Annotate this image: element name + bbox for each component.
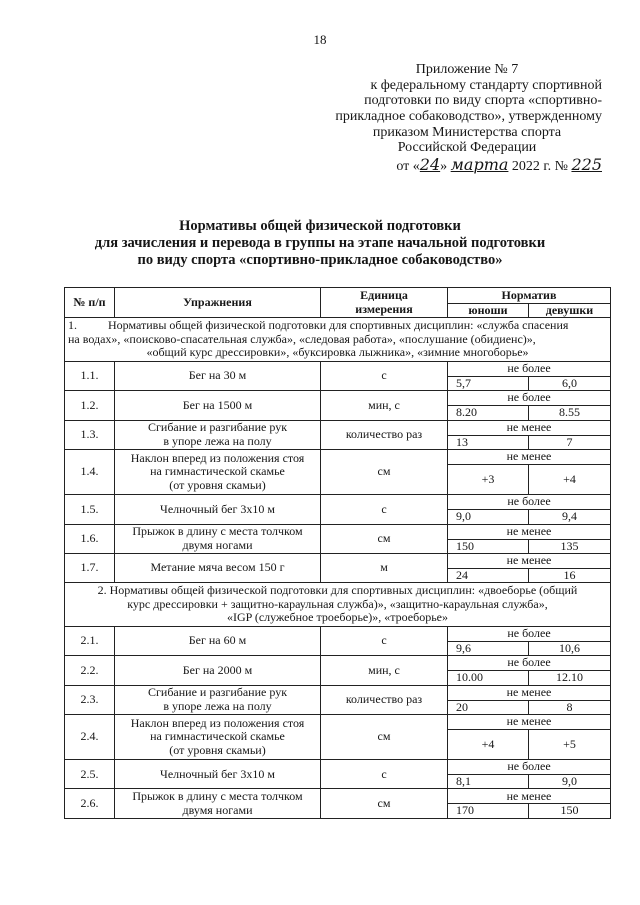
row-number: 1.6. [65, 524, 115, 553]
boys-value: 8,1 [448, 775, 529, 789]
row-number: 1.2. [65, 391, 115, 420]
exercise-name [115, 361, 321, 390]
table-row [65, 715, 611, 730]
section-header-line: курс дрессировки + защитно-караульная служба)», «защитно-караульная служба», [127, 596, 548, 611]
order-number-handwritten: 225 [571, 155, 602, 175]
limit-type: не более [448, 626, 611, 641]
header-unit-line: Единица [360, 288, 408, 303]
exercise-name [115, 685, 321, 714]
table-row [65, 524, 611, 539]
title-line: для зачисления и перевода в группы на этапе начальной подготовки [94, 234, 546, 251]
exercise-name [115, 495, 321, 524]
exercise-line: в упоре лежа на полу [163, 433, 272, 448]
appendix-block [332, 62, 602, 175]
section-header [65, 318, 611, 361]
exercise-name [115, 656, 321, 685]
appendix-title: Приложение № 7 [415, 62, 519, 77]
exercise-line: Бег на 30 м [188, 368, 247, 383]
girls-value: +5 [529, 730, 611, 760]
exercise-name [115, 553, 321, 582]
limit-type: не менее [448, 715, 611, 730]
table-row [65, 626, 611, 641]
boys-value: +3 [448, 465, 529, 495]
row-number: 2.1. [65, 626, 115, 655]
row-number: 2.4. [65, 715, 115, 760]
unit-cell: см [321, 450, 448, 495]
unit-cell: количество раз [321, 685, 448, 714]
exercise-line: Бег на 60 м [188, 633, 247, 648]
exercise-line: Наклон вперед из положения стоя [130, 715, 305, 730]
section-header-line [68, 319, 607, 332]
boys-value: 9,6 [448, 641, 529, 655]
exercise-line: двумя ногами [182, 537, 253, 552]
table-row [65, 760, 611, 775]
limit-type: не менее [448, 553, 611, 568]
exercise-name [115, 760, 321, 789]
table-row [65, 495, 611, 510]
girls-value: 16 [529, 568, 611, 582]
exercise-name [115, 450, 321, 495]
date-mid: » [440, 159, 448, 175]
girls-value: 9,4 [529, 510, 611, 524]
header-exercise: Упражнения [115, 288, 321, 318]
unit-cell: количество раз [321, 420, 448, 449]
boys-value: 5,7 [448, 376, 529, 390]
row-number: 1.5. [65, 495, 115, 524]
exercise-line: Челночный бег 3х10 м [160, 766, 275, 781]
table-row [65, 789, 611, 804]
date-prefix: от « [396, 159, 420, 175]
page-number: 18 [313, 32, 327, 47]
boys-value: 170 [448, 804, 529, 818]
appendix-line: Российской Федерации [397, 140, 537, 156]
limit-type: не менее [448, 685, 611, 700]
appendix-line: приказом Министерства спорта [372, 124, 562, 140]
unit-cell: с [321, 495, 448, 524]
boys-value: 150 [448, 539, 529, 553]
row-number: 1.4. [65, 450, 115, 495]
exercise-line: в упоре лежа на полу [163, 698, 272, 713]
header-norm: Норматив [448, 288, 611, 304]
exercise-name [115, 524, 321, 553]
limit-type: не более [448, 391, 611, 406]
girls-value: 6,0 [529, 376, 611, 390]
boys-value: +4 [448, 730, 529, 760]
exercise-line: двумя ногами [182, 802, 253, 817]
boys-value: 20 [448, 700, 529, 714]
boys-value: 8.20 [448, 406, 529, 420]
exercise-line: Бег на 1500 м [182, 397, 253, 412]
header-unit-line: измерения [355, 301, 413, 316]
row-number: 1.7. [65, 553, 115, 582]
limit-type: не более [448, 361, 611, 376]
section-header-line: «общий курс дрессировки», «буксировка лыжника», «зимние многоборье» [146, 345, 529, 360]
appendix-line: к федеральному стандарту спортивной [370, 77, 602, 93]
girls-value: 7 [529, 435, 611, 449]
row-number: 2.3. [65, 685, 115, 714]
unit-cell: м [321, 553, 448, 582]
limit-type: не более [448, 760, 611, 775]
section-header-line: 2. Нормативы общей физической подготовки для спортивных дисциплин: «двоеборье (общий [97, 583, 578, 598]
exercise-line: Прыжок в длину с места толчком [132, 524, 303, 539]
limit-type: не менее [448, 789, 611, 804]
exercise-line: Сгибание и разгибание рук [147, 420, 288, 435]
girls-value: 12.10 [529, 671, 611, 685]
appendix-line: подготовки по виду спорта «спортивно- [364, 93, 602, 109]
appendix-line: прикладное собаководство», утвержденному [335, 109, 602, 125]
order-day-handwritten: 24 [419, 155, 441, 175]
order-date-line [332, 156, 602, 175]
unit-cell: с [321, 760, 448, 789]
exercise-line: (от уровня скамьи) [169, 742, 266, 757]
exercise-line: Метание мяча весом 150 г [150, 560, 285, 575]
header-girls: девушки [529, 304, 611, 318]
title-line: по виду спорта «спортивно-прикладное собаководство» [137, 251, 503, 268]
girls-value: +4 [529, 465, 611, 495]
girls-value: 10,6 [529, 641, 611, 655]
girls-value: 8 [529, 700, 611, 714]
exercise-line: Бег на 2000 м [182, 662, 253, 677]
unit-cell: см [321, 524, 448, 553]
boys-value: 9,0 [448, 510, 529, 524]
limit-type: не менее [448, 450, 611, 465]
unit-cell: с [321, 361, 448, 390]
unit-cell: с [321, 626, 448, 655]
standards-table [64, 287, 611, 819]
exercise-line: (от уровня скамьи) [169, 477, 266, 492]
exercise-name [115, 391, 321, 420]
row-number: 2.2. [65, 656, 115, 685]
order-month-handwritten: марта [450, 155, 509, 175]
table-row [65, 450, 611, 465]
section-header [65, 583, 611, 626]
exercise-line: Наклон вперед из положения стоя [130, 450, 305, 465]
limit-type: не более [448, 656, 611, 671]
row-number: 2.6. [65, 789, 115, 818]
table-row [65, 685, 611, 700]
boys-value: 10.00 [448, 671, 529, 685]
exercise-line: на гимнастической скамье [150, 464, 285, 479]
table-row [65, 553, 611, 568]
section-header-line: «IGP (служебное троеборье)», «троеборье» [226, 610, 449, 625]
order-year: 2022 г. № [511, 159, 568, 175]
exercise-name [115, 420, 321, 449]
document-title [0, 218, 640, 269]
section-header-row [65, 318, 611, 361]
girls-value: 8.55 [529, 406, 611, 420]
header-row [65, 288, 611, 304]
table-row [65, 361, 611, 376]
girls-value: 9,0 [529, 775, 611, 789]
table-row [65, 391, 611, 406]
limit-type: не менее [448, 524, 611, 539]
table-row [65, 656, 611, 671]
boys-value: 24 [448, 568, 529, 582]
girls-value: 150 [529, 804, 611, 818]
unit-cell: см [321, 789, 448, 818]
row-number: 1.1. [65, 361, 115, 390]
exercise-line: Челночный бег 3х10 м [160, 501, 275, 516]
section-header-line: на водах», «поисково-спасательная служба», «следовая работа», «послушание (обидиенс)», [68, 331, 536, 346]
row-number: 1.3. [65, 420, 115, 449]
exercise-line: Сгибание и разгибание рук [147, 685, 288, 700]
boys-value: 13 [448, 435, 529, 449]
section-number: 1. [68, 318, 77, 333]
section-text: Нормативы общей физической подготовки для спортивных дисциплин: «служба спасения [108, 318, 569, 333]
exercise-line: Прыжок в длину с места толчком [132, 789, 303, 804]
exercise-name [115, 626, 321, 655]
row-number: 2.5. [65, 760, 115, 789]
title-line: Нормативы общей физической подготовки [179, 218, 461, 234]
exercise-line: на гимнастической скамье [150, 729, 285, 744]
limit-type: не более [448, 495, 611, 510]
table-row [65, 420, 611, 435]
header-num: № п/п [65, 288, 115, 318]
unit-cell: мин, с [321, 656, 448, 685]
section-header-row [65, 583, 611, 626]
unit-cell: мин, с [321, 391, 448, 420]
header-boys: юноши [448, 304, 529, 318]
limit-type: не менее [448, 420, 611, 435]
exercise-name [115, 789, 321, 818]
header-unit [321, 288, 448, 318]
exercise-name [115, 715, 321, 760]
girls-value: 135 [529, 539, 611, 553]
unit-cell: см [321, 715, 448, 760]
